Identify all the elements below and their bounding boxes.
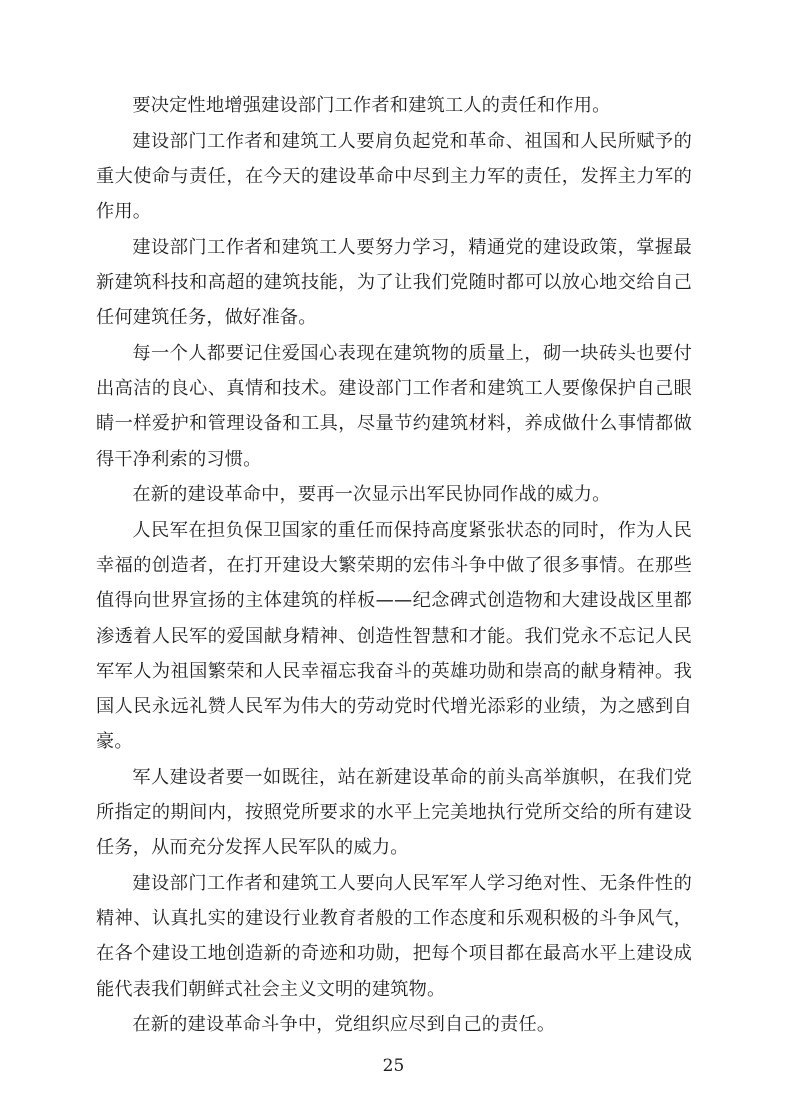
paragraph: 建设部门工作者和建筑工人要向人民军军人学习绝对性、无条件性的精神、认真扎实的建设行业教育者般的工作态度和乐观积极的斗争风气，在各个建设工地创造新的奇迹和功勋，把每个项目都在最高水平上建设成能代表我们朝鲜式社会主义文明的建筑物。 xyxy=(96,872,692,1000)
paragraph: 每一个人都要记住爱国心表现在建筑物的质量上，砌一块砖头也要付出高洁的良心、真情和技术。建设部门工作者和建筑工人要像保护自己眼睛一样爱护和管理设备和工具，尽量节约建筑材料，养成做什么事情都做得干净利索的习惯。 xyxy=(96,342,692,470)
paragraph: 在新的建设革命中，要再一次显示出军民协同作战的威力。 xyxy=(132,484,611,506)
paragraph: 在新的建设革命斗争中，党组织应尽到自己的责任。 xyxy=(132,1014,556,1036)
paragraph: 军人建设者要一如既往，站在新建设革命的前头高举旗帜，在我们党所指定的期间内，按照党所要求的水平上完美地执行党所交给的所有建设任务，从而充分发挥人民军队的威力。 xyxy=(96,766,692,859)
paragraph: 人民军在担负保卫国家的重任而保持高度紧张状态的同时，作为人民幸福的创造者，在打开建设大繁荣期的宏伟斗争中做了很多事情。在那些值得向世界宣扬的主体建筑的样板——纪念碑式创造物和大建设战区里都渗透着人民军的爱国献身精神、创造性智慧和才能。我们党永不忘记人民军军人为祖国繁荣和人民幸福忘我奋斗的英雄功勋和崇高的献身精神。我国人民永远礼赞人民军为伟大的劳动党时代增光添彩的业绩，为之感到自豪。 xyxy=(96,519,692,753)
body-text-column xyxy=(96,88,692,1043)
paragraph: 建设部门工作者和建筑工人要努力学习，精通党的建设政策，掌握最新建筑科技和高超的建筑技能，为了让我们党随时都可以放心地交给自己任何建筑任务，做好准备。 xyxy=(96,236,692,329)
page-number: 25 xyxy=(382,1056,405,1076)
paragraph: 建设部门工作者和建筑工人要肩负起党和革命、祖国和人民所赋予的重大使命与责任，在今天的建设革命中尽到主力军的责任，发挥主力军的作用。 xyxy=(96,130,692,223)
paragraph: 要决定性地增强建设部门工作者和建筑工人的责任和作用。 xyxy=(132,95,611,116)
